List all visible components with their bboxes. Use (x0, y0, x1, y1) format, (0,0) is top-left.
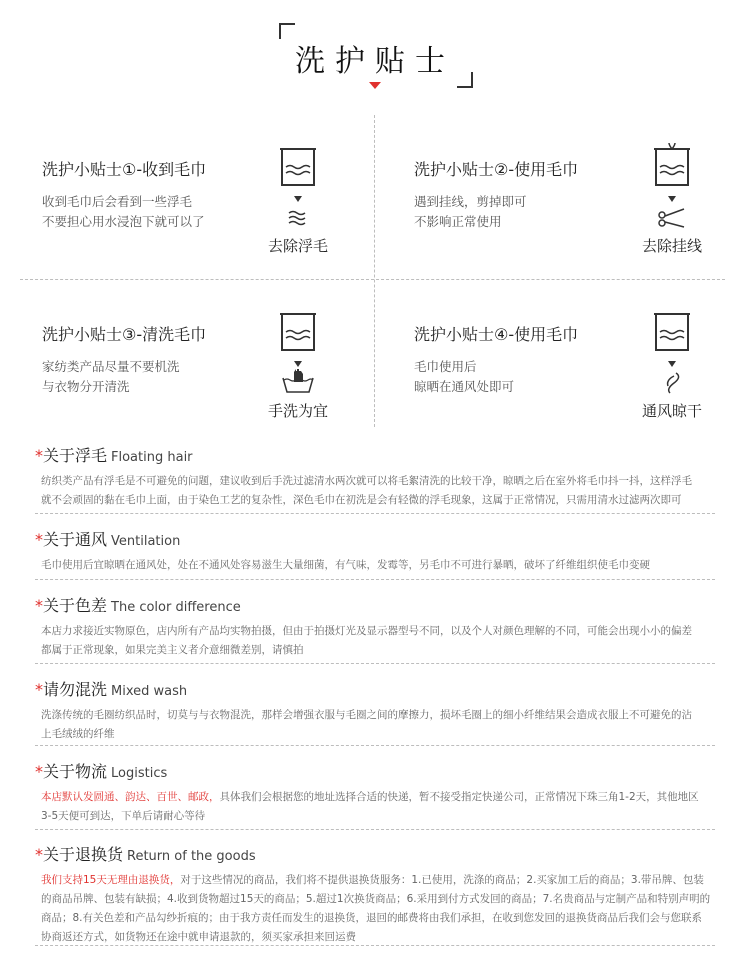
tip-title: 洗护小贴士④-使用毛巾 (414, 325, 579, 344)
section-heading: *关于浮毛 Floating hair (35, 446, 193, 465)
section-floating-hair (35, 443, 715, 510)
section-body: 洗涤传统的毛圈纺织品时，切莫与与衣物混洗，那样会增强衣服与毛圈之间的摩擦力，损坏毛圈上的细小纤维结果会造成衣服上不可避免的沾 上毛绒绒的纤维 (41, 709, 692, 740)
section-ventilation (35, 527, 715, 575)
tip-title: 洗护小贴士②-使用毛巾 (414, 160, 579, 179)
section-body: 本店力求接近实物原色，店内所有产品均实物拍摄，但由于拍摄灯光及显示器型号不同，以及个人对颜色理解的不同，可能会出现小小的偏差 都属于正常现象，如果完美主义者介意细微差别，请慎拍 (41, 625, 692, 656)
section-returns (35, 842, 715, 947)
section-divider (35, 829, 715, 830)
tip-text: 毛巾使用后 晾晒在通风处即可 (414, 359, 515, 394)
tip-card-1 (42, 115, 372, 265)
tip-card-4 (414, 280, 744, 430)
section-body: 我们支持15天无理由退换货，对于这些情况的商品，我们将不提供退换货服务：1.已使用，洗涤的商品；2.买家加工后的商品；3.带吊牌、包装 的商品吊牌、包装有缺损；4.收到货物超过15天的商品；5.超过1次换货商品；6.采用到付方式发回的商品；7.名贵商品与定制产品和特别声明的 商品；8.有关色差和产品勾纱折痕的；由于我方责任而发生的退换货，退回的邮费将由我们承担，在收到您发回的退换货商品后我们会与您联系 协商返还方式，如货物还在途中就申请退款的，须买家承担来回运费 (41, 874, 711, 943)
section-divider (35, 945, 715, 946)
section-body: 本店默认发圆通、韵达、百世、邮政，具体我们会根据您的地址选择合适的快递，暂不接受指定快递公司，正常情况下珠三角1-2天，其他地区 3-5天便可到达，下单后请耐心等待 (41, 791, 699, 822)
section-divider (35, 513, 715, 514)
section-heading: *请勿混洗 Mixed wash (35, 680, 188, 699)
towel-air-dry-icon (652, 308, 692, 402)
page-title: 洗护贴士 (295, 44, 455, 79)
tip-card-2 (414, 115, 744, 265)
section-heading: *关于退换货 Return of the goods (35, 845, 256, 864)
section-heading: *关于物流 Logistics (35, 762, 168, 781)
section-divider (35, 579, 715, 580)
towel-waves-icon (278, 143, 318, 237)
section-divider (35, 745, 715, 746)
tip-caption: 手洗为宜 (267, 402, 328, 420)
tip-caption: 去除挂线 (641, 237, 702, 255)
tip-text: 遇到挂线，剪掉即可 不影响正常使用 (414, 194, 527, 229)
tip-text: 收到毛巾后会看到一些浮毛 不要担心用水浸泡下就可以了 (42, 194, 205, 229)
tip-title: 洗护小贴士③-清洗毛巾 (42, 325, 207, 344)
section-logistics (35, 759, 715, 826)
section-color-difference (35, 593, 715, 660)
tip-title: 洗护小贴士①-收到毛巾 (42, 160, 207, 179)
tip-caption: 通风晾干 (641, 402, 702, 420)
section-mixed-wash (35, 677, 715, 744)
section-body: 毛巾使用后宜晾晒在通风处，处在不通风处容易滋生大量细菌，有气味，发霉等，另毛巾不可进行暴晒，破坏了纤维组织使毛巾变硬 (41, 559, 650, 571)
red-triangle-marker (369, 82, 381, 89)
tip-text: 家纺类产品尽量不要机洗 与衣物分开清洗 (42, 359, 180, 394)
tip-caption: 去除浮毛 (267, 237, 328, 255)
section-heading: *关于通风 Ventilation (35, 530, 181, 549)
section-divider (35, 663, 715, 664)
section-heading: *关于色差 The color difference (35, 596, 241, 615)
bracket-bottom-right (457, 72, 473, 88)
towel-handwash-icon (278, 308, 318, 402)
tips-vertical-divider (374, 115, 375, 427)
towel-scissors-icon (652, 143, 692, 237)
section-body: 纺织类产品有浮毛是不可避免的问题，建议收到后手洗过滤清水两次就可以将毛絮清洗的比较干净，晾晒之后在室外将毛巾抖一抖，这样浮毛 就不会顽固的黏在毛巾上面，由于染色工艺的复杂性，深色毛巾在初洗是会有轻微的浮毛现象，这属于正常情况，只需用清水过滤两次即可 (41, 475, 692, 506)
tip-card-3 (42, 280, 372, 430)
page-header (0, 0, 750, 110)
